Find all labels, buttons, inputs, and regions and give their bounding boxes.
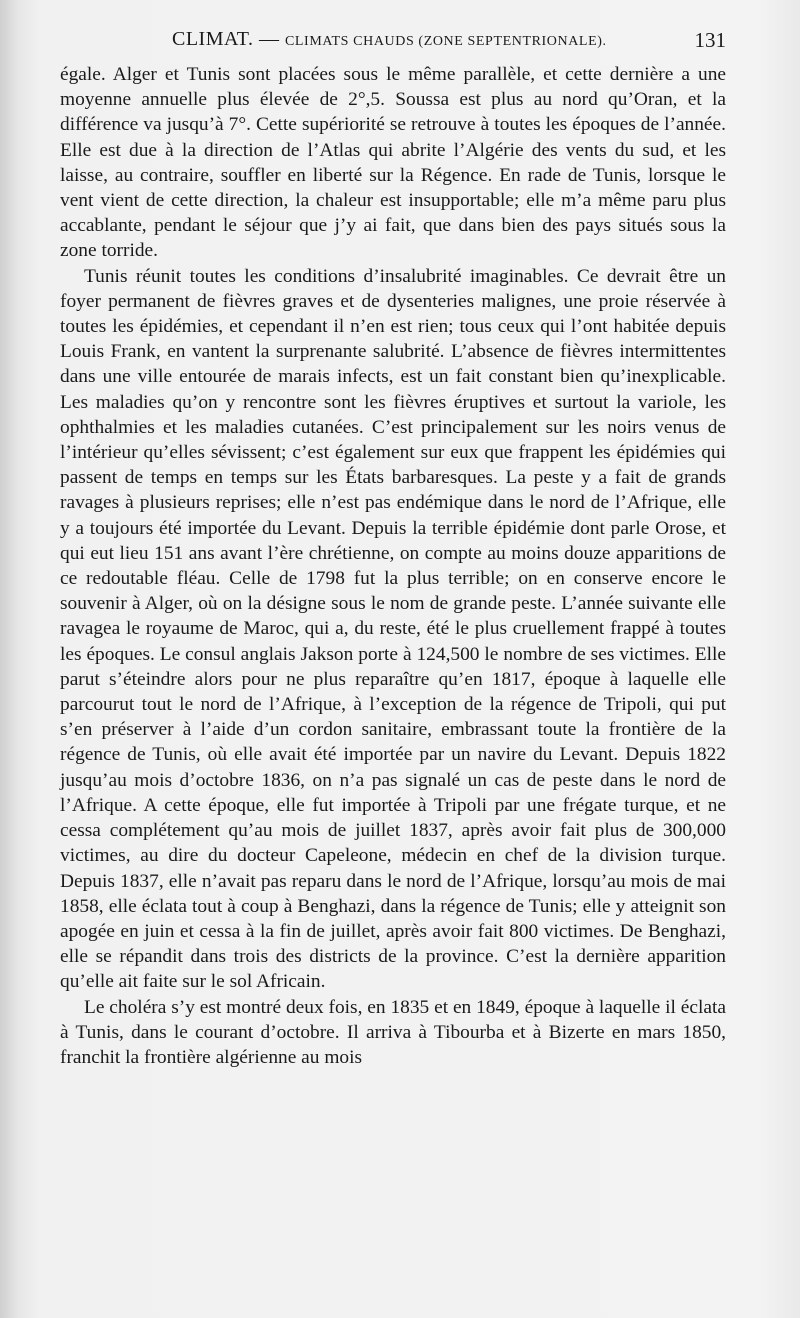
body-text [60, 62, 726, 1070]
running-title-sub: CLIMATS CHAUDS (ZONE SEPTENTRIONALE). [284, 34, 607, 49]
paragraph-climate-comparison: égale. Alger et Tunis sont placées sous le même parallèle, et cette dernière a une moyenne annuelle plus élevée de 2°,5. Soussa est plus au nord qu’Oran, et la différence va jusqu’à 7°. Cette supériorité se retrouve à toutes les époques de l’année. Elle est due à la direction de l’Atlas qui abrite l’Algérie des vents du sud, et les laisse, au contraire, souffler en liberté sur la Régence. En rade de Tunis, lorsque le vent vient de cette direction, la chaleur est insupportable; elle m’a même paru plus accablante, pendant le séjour que j’y ai fait, que dans bien des pays situés sous la zone torride. [60, 64, 726, 262]
paragraph-tunis-insalubrity: Tunis réunit toutes les conditions d’insalubrité imaginables. Ce devrait être un foyer permanent de fièvres graves et de dysenteries malignes, une proie réservée à toutes les épidémies, et cependant il n’en est rien; tous ceux qui l’ont habitée depuis Louis Frank, en vantent la surprenante salubrité. L’absence de fièvres intermittentes dans une ville entourée de marais infects, est un fait constant bien qu’inexplicable. Les maladies qu’on y rencontre sont les fièvres éruptives et surtout la variole, les ophthalmies et les maladies cutanées. C’est principalement sur les noirs venus de l’intérieur qu’elles sévissent; c’est également sur eux que frappent les épidémies qui passent de temps en temps sur les États barbaresques. La peste y a fait de grands ravages à plusieurs reprises; elle n’est pas endémique dans le nord de l’Afrique, elle y a toujours été importée du Levant. Depuis la terrible épidémie dont parle Orose, et qui eut lieu 151 ans avant l’ère chrétienne, on compte au moins douze apparitions de ce redoutable fléau. Celle de 1798 fut la plus terrible; on en conserve encore le souvenir à Alger, où on la désigne sous le nom de grande peste. L’année suivante elle ravagea le royaume de Maroc, qui a, du reste, été le plus cruellement frappé à toutes les époques. Le consul anglais Jakson porte à 124,500 le nombre de ses victimes. Elle parut s’éteindre alors pour ne plus reparaître qu’en 1817, époque à laquelle elle parcourut tout le nord de l’Afrique, à l’exception de la régence de Tripoli, qui put s’en préserver à l’aide d’un cordon sanitaire, embrassant toute la frontière de la régence de Tunis, où elle avait été importée par un navire du Levant. Depuis 1822 jusqu’au mois d’octobre 1836, on n’a pas signalé un cas de peste dans le nord de l’Afrique. A cette époque, elle fut importée à Tripoli par une frégate turque, et ne cessa complétement qu’au mois de juillet 1837, après avoir fait plus de 300,000 victimes, au dire du docteur Capeleone, médecin en chef de la division turque. Depuis 1837, elle n’avait pas reparu dans le nord de l’Afrique, lorsqu’au mois de mai 1858, elle éclata tout à coup à Benghazi, dans la régence de Tunis; elle y atteignit son apogée en juin et cessa à la fin de juillet, après avoir fait 800 victimes. De Benghazi, elle se répandit dans trois des districts de la province. C’est la dernière apparition qu’elle ait faite sur le sol Africain. [60, 265, 726, 993]
running-title-main: CLIMAT. — [172, 28, 280, 50]
running-title [172, 28, 607, 51]
page-number: 131 [694, 28, 726, 52]
paragraph-cholera: Le choléra s’y est montré deux fois, en 1835 et en 1849, époque à laquelle il éclata à Tunis, dans le courant d’octobre. Il arriva à Tibourba et à Bizerte en mars 1850, franchit la frontière algérienne au mois [60, 996, 726, 1068]
page-header [60, 28, 726, 58]
